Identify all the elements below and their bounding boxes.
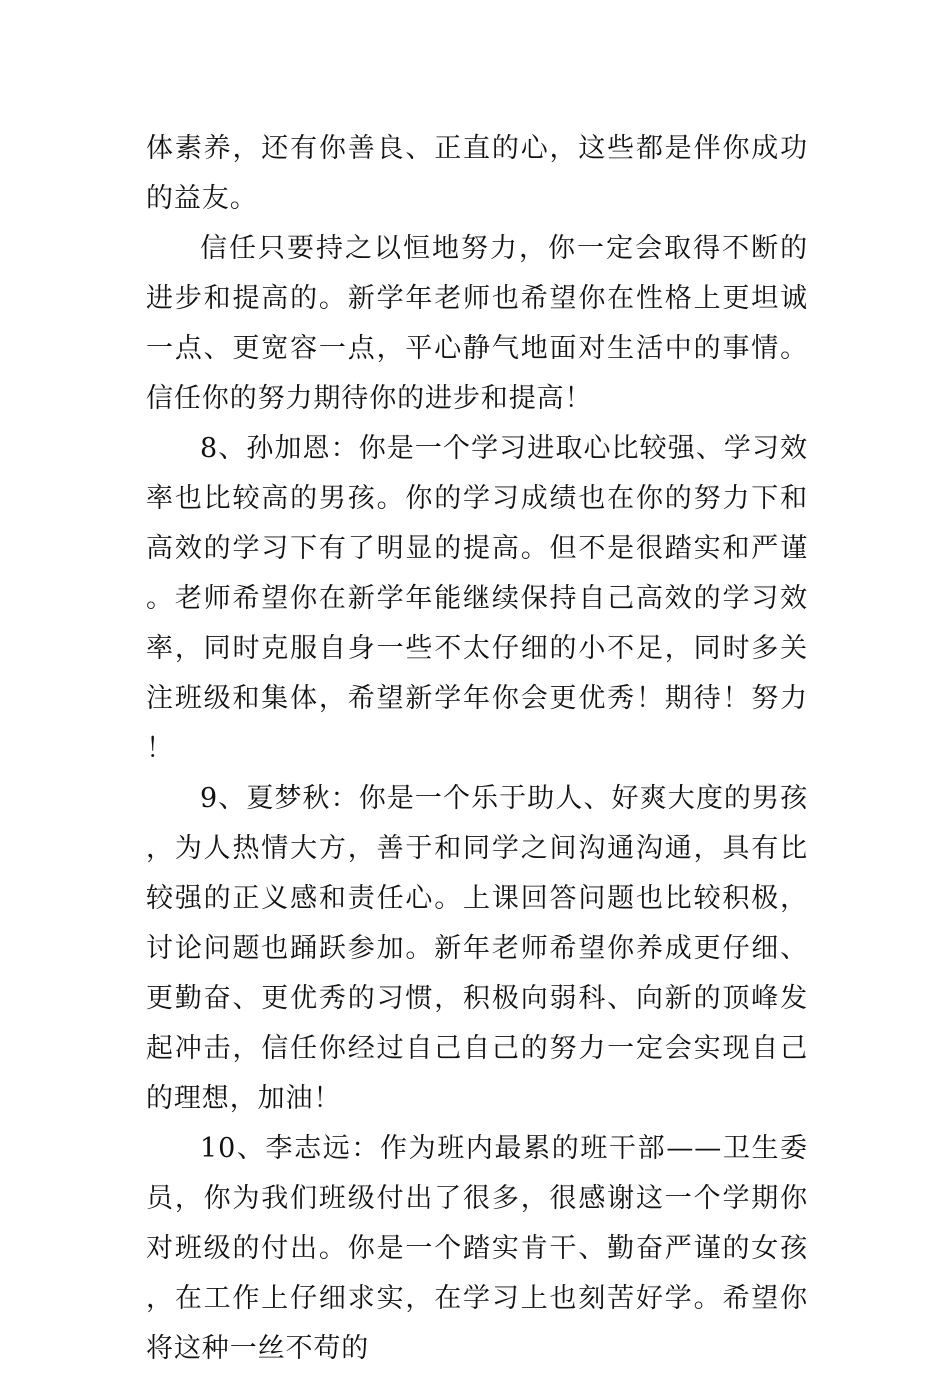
paragraph-encouragement: 信任只要持之以恒地努力，你一定会取得不断的进步和提高的。新学年老师也希望你在性格上更坦诚一点、更宽容一点，平心静气地面对生活中的事情。信任你的努力期待你的进步和提高！ [146, 233, 808, 414]
document-body [146, 124, 808, 1374]
paragraph-continuation: 体素养，还有你善良、正直的心，这些都是伴你成功的益友。 [146, 133, 808, 214]
paragraph-comment-8: 8、孙加恩：你是一个学习进取心比较强、学习效率也比较高的男孩。你的学习成绩也在你的努力下和高效的学习下有了明显的提高。但不是很踏实和严谨。老师希望你在新学年能继续保持自己高效的学习效率，同时克服自身一些不太仔细的小不足，同时多关注班级和集体，希望新学年你会更优秀！期待！努力！ [146, 433, 808, 764]
paragraph-comment-10: 10、李志远：作为班内最累的班干部——卫生委员，你为我们班级付出了很多，很感谢这一个学期你对班级的付出。你是一个踏实肯干、勤奋严谨的女孩，在工作上仔细求实，在学习上也刻苦好学。希望你将这种一丝不苟的 [146, 1133, 808, 1364]
paragraph-comment-9: 9、夏梦秋：你是一个乐于助人、好爽大度的男孩，为人热情大方，善于和同学之间沟通沟通，具有比较强的正义感和责任心。上课回答问题也比较积极，讨论问题也踊跃参加。新年老师希望你养成更仔细、更勤奋、更优秀的习惯，积极向弱科、向新的顶峰发起冲击，信任你经过自己自己的努力一定会实现自己的理想，加油！ [146, 783, 808, 1114]
